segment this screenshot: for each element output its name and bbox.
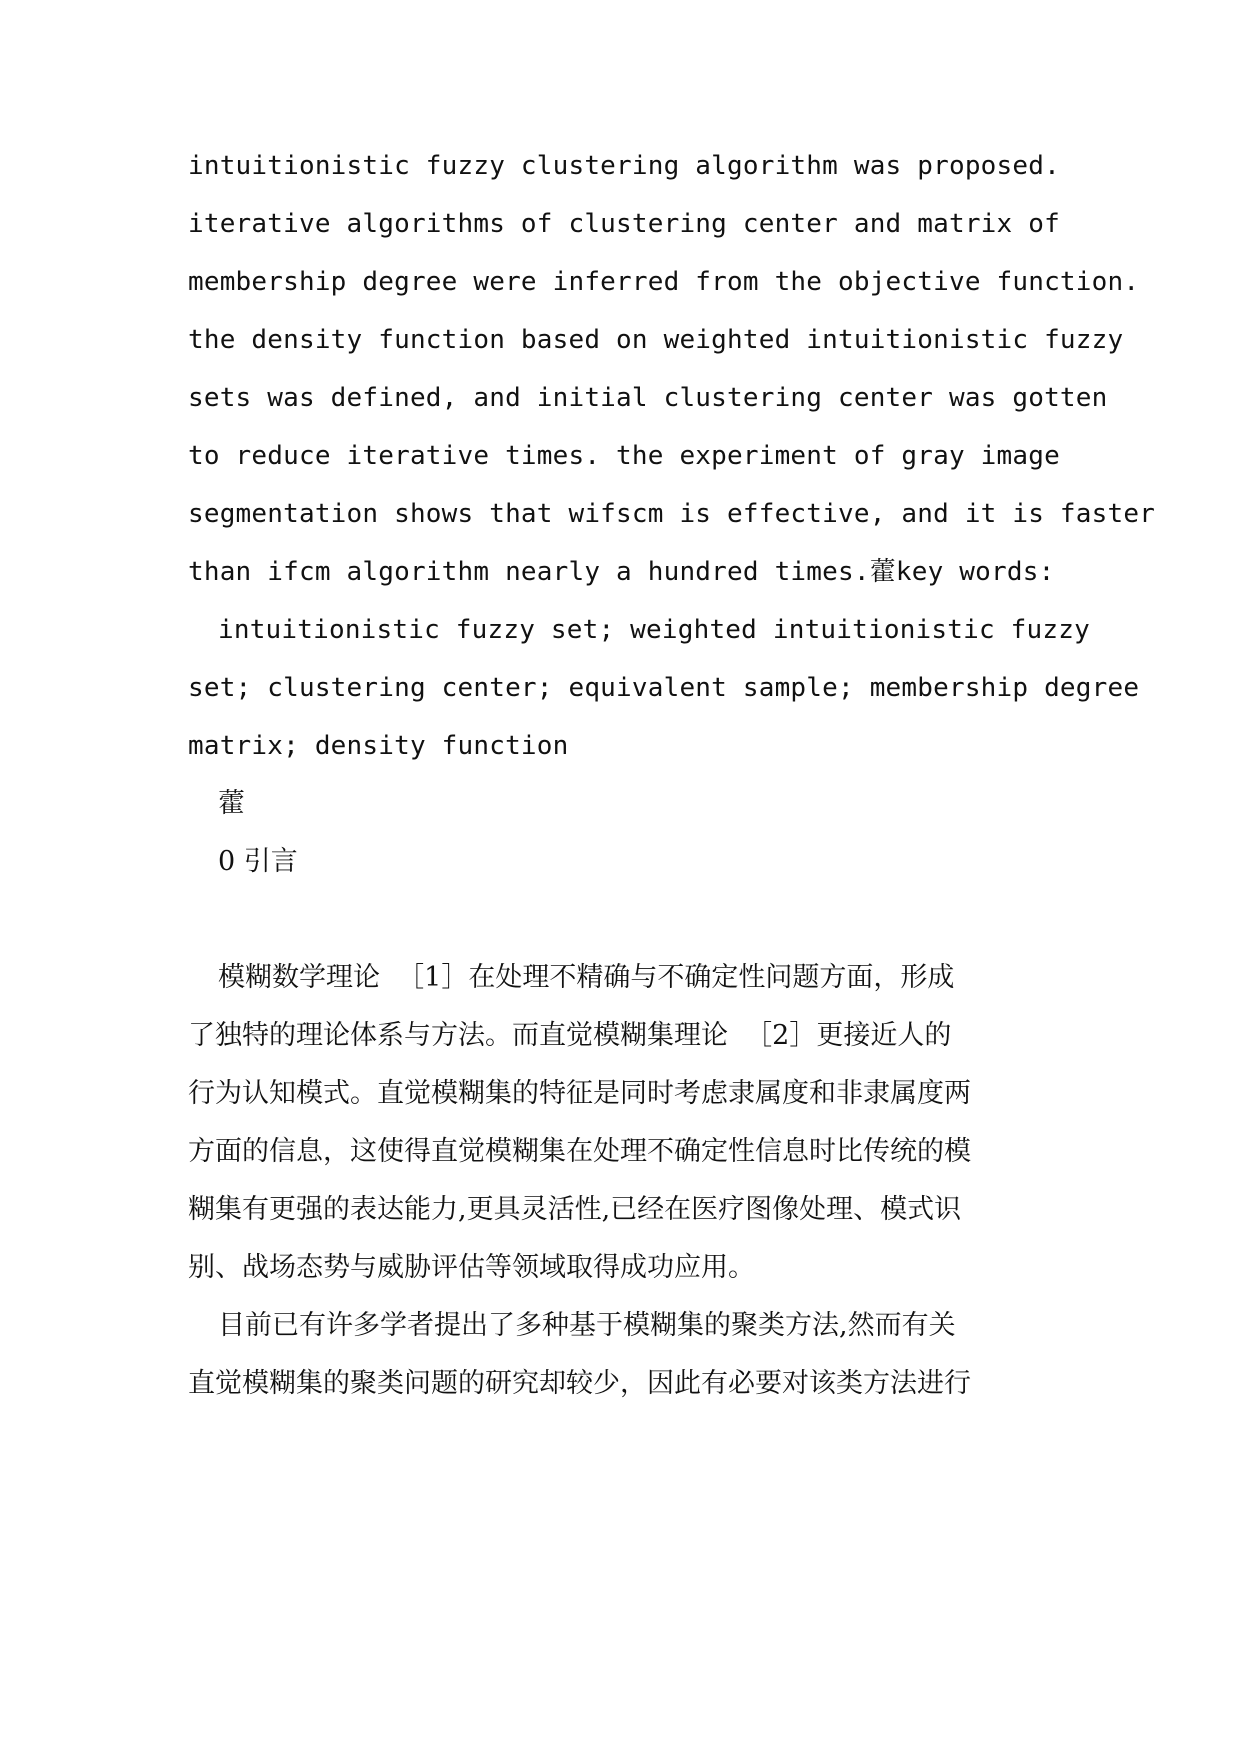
separator-glyph: 藿 <box>218 788 245 819</box>
body-line: 目前已有许多学者提出了多种基于模糊集的聚类方法,然而有关 <box>218 1310 956 1341</box>
abstract-line: membership degree were inferred from the objective function. <box>188 267 1140 297</box>
body-line: 了独特的理论体系与方法。而直觉模糊集理论 ［2］更接近人的 <box>188 1020 952 1051</box>
abstract-line: than ifcm algorithm nearly a hundred times.藿key words: <box>188 557 1055 587</box>
body-line: 直觉模糊集的聚类问题的研究却较少，因此有必要对该类方法进行 <box>188 1368 971 1399</box>
body-line: 糊集有更强的表达能力,更具灵活性,已经在医疗图像处理、模式识 <box>188 1194 962 1225</box>
abstract-line: sets was defined, and initial clustering center was gotten <box>188 383 1108 413</box>
abstract-line: iterative algorithms of clustering center and matrix of <box>188 209 1060 239</box>
keywords-line: matrix; density function <box>188 731 569 761</box>
abstract-line: segmentation shows that wifscm is effective, and it is faster <box>188 499 1156 529</box>
abstract-line: the density function based on weighted intuitionistic fuzzy <box>188 325 1124 355</box>
body-line: 行为认知模式。直觉模糊集的特征是同时考虑隶属度和非隶属度两 <box>188 1078 971 1109</box>
section-heading: 0 引言 <box>218 846 298 877</box>
abstract-line: intuitionistic fuzzy clustering algorithm was proposed. <box>188 151 1060 181</box>
body-line: 模糊数学理论 ［1］在处理不精确与不确定性问题方面，形成 <box>218 962 955 993</box>
keywords-line: intuitionistic fuzzy set; weighted intuitionistic fuzzy <box>218 615 1090 645</box>
body-line: 别、战场态势与威胁评估等领域取得成功应用。 <box>188 1252 755 1283</box>
keywords-line: set; clustering center; equivalent sample; membership degree <box>188 673 1140 703</box>
abstract-line: to reduce iterative times. the experiment of gray image <box>188 441 1060 471</box>
body-line: 方面的信息，这使得直觉模糊集在处理不确定性信息时比传统的模 <box>188 1136 971 1167</box>
